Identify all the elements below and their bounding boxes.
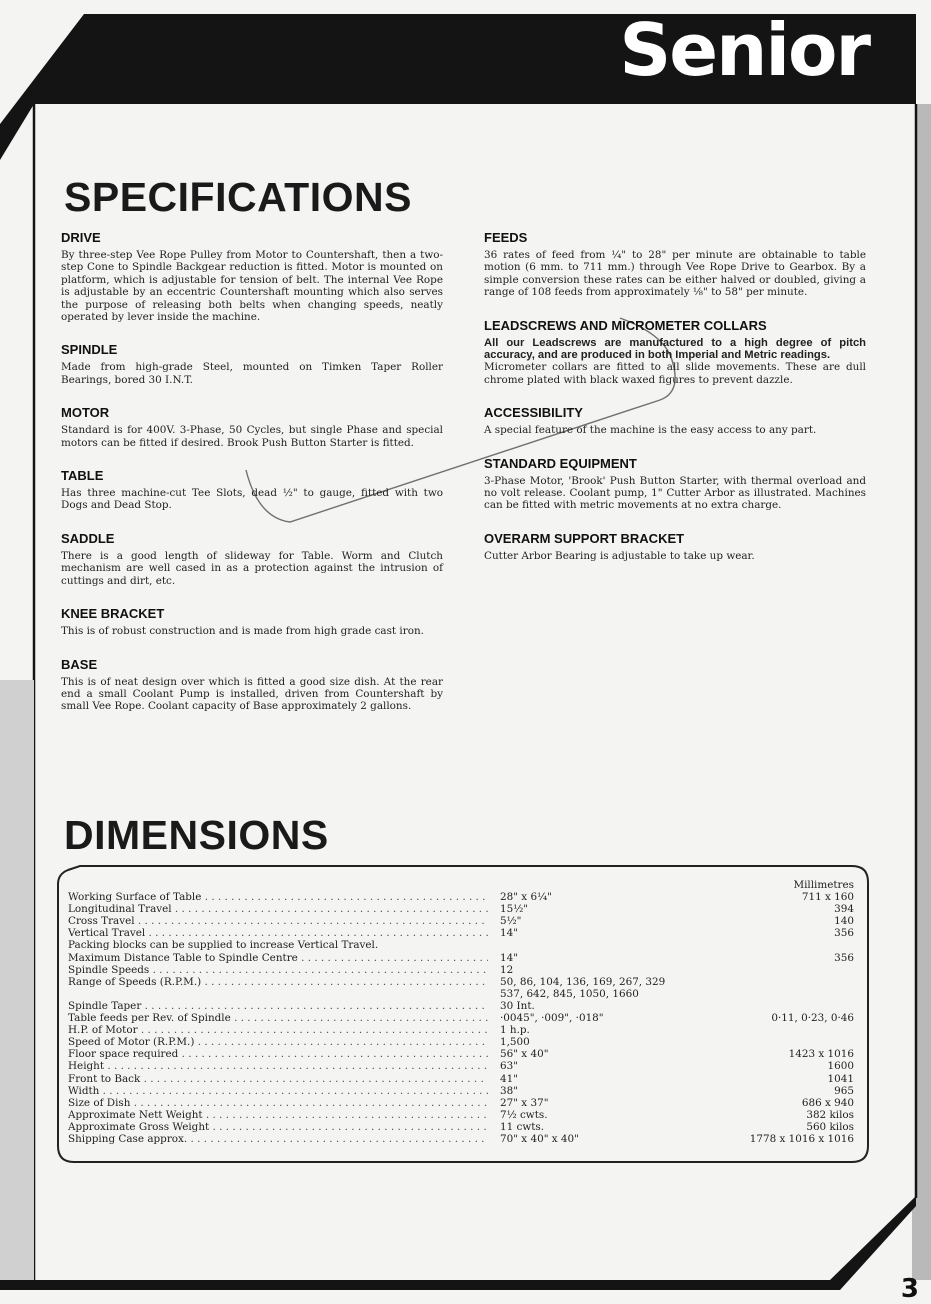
spec-body: Micrometer collars are fitted to all slide movements. These are dull chrome plated with black waxed figures to prevent dazzle. bbox=[484, 361, 866, 386]
dimension-metric: 356 bbox=[834, 927, 854, 940]
spec-title: LEADSCREWS AND MICROMETER COLLARS bbox=[484, 317, 767, 333]
spec-body: There is a good length of slideway for Table. Worm and Clutch mechanism are well cased in as a protection against the intrusion of cuttings and dirt, etc. bbox=[61, 549, 443, 587]
spec-body: Standard is for 400V. 3-Phase, 50 Cycles, but single Phase and special motors can be fitted if desired. Brook Push Button Starter is fitted. bbox=[61, 424, 443, 449]
spec-leadscrews bbox=[484, 318, 866, 387]
dimension-label: Cross Travel . . . bbox=[68, 915, 488, 927]
dimension-row bbox=[68, 939, 854, 951]
dimension-imperial: 63" bbox=[500, 1060, 519, 1073]
dimension-label: Width . . . bbox=[68, 1085, 488, 1097]
spec-spindle bbox=[61, 342, 443, 386]
dimensions-heading: DIMENSIONS bbox=[64, 812, 329, 858]
spec-title: BASE bbox=[61, 656, 98, 672]
dimension-row bbox=[68, 1109, 854, 1121]
dimension-imperial: 70" x 40" x 40" bbox=[500, 1132, 579, 1145]
specifications-right-column bbox=[484, 230, 866, 581]
spec-feeds bbox=[484, 230, 866, 299]
dimension-imperial: 1,500 bbox=[500, 1036, 530, 1049]
spec-standard-equipment bbox=[484, 456, 866, 512]
spec-title: SPINDLE bbox=[61, 342, 118, 358]
dimension-label: Front to Back . . . bbox=[68, 1073, 488, 1085]
spec-knee-bracket bbox=[61, 606, 443, 637]
dimension-imperial: 5½" bbox=[500, 915, 522, 928]
dimension-row bbox=[68, 903, 854, 915]
spec-title: STANDARD EQUIPMENT bbox=[484, 455, 637, 471]
spec-body-bold: All our Leadscrews are manufactured to a high degree of pitch accuracy, and are produced in both Imperial and Metric readings. bbox=[484, 336, 866, 362]
dimension-imperial: 27" x 37" bbox=[500, 1096, 549, 1109]
dimension-label: H.P. of Motor . . . bbox=[68, 1024, 488, 1036]
spec-table bbox=[61, 468, 443, 512]
specifications-left-column bbox=[61, 230, 443, 732]
spec-title: SADDLE bbox=[61, 530, 115, 546]
spec-body: By three-step Vee Rope Pulley from Motor to Countershaft, then a two-step Cone to Spindle Backgear reduction is fitted. Motor is mounted on platform, which is adjustable for tension of belt. The internal Vee Rope is adjustable by an eccentric Countershaft mounting which also serves the purpose of releasing both belts when changing speeds, neatly operated by lever inside the machine. bbox=[61, 249, 443, 324]
dimension-imperial: 1 h.p. bbox=[500, 1024, 530, 1037]
dimension-label: Packing blocks can be supplied to increase Vertical Travel. bbox=[68, 939, 379, 952]
dimension-imperial: ·0045", ·009", ·018" bbox=[500, 1012, 604, 1025]
dimension-row bbox=[68, 915, 854, 927]
spec-base bbox=[61, 657, 443, 713]
dimension-metric: 0·11, 0·23, 0·46 bbox=[771, 1012, 854, 1025]
dimension-imperial: 15½" bbox=[500, 903, 529, 916]
dimension-row bbox=[68, 891, 854, 903]
dimension-imperial: 14" bbox=[500, 927, 519, 940]
dimension-row bbox=[68, 952, 854, 964]
dimension-imperial: 11 cwts. bbox=[500, 1120, 545, 1133]
dimension-imperial: 537, 642, 845, 1050, 1660 bbox=[500, 987, 639, 1000]
dimension-metric: 140 bbox=[834, 915, 854, 928]
dimension-label: Spindle Speeds . . . bbox=[68, 964, 488, 976]
dimension-row bbox=[68, 927, 854, 939]
spec-body: This is of robust construction and is made from high grade cast iron. bbox=[61, 625, 424, 638]
brand-logo: Senior bbox=[619, 8, 869, 92]
spec-title: OVERARM SUPPORT BRACKET bbox=[484, 530, 685, 546]
spec-body: 36 rates of feed from ¼" to 28" per minute are obtainable to table motion (6 mm. to 711 mm.) through Vee Rope Drive to Gearbox. By a simple conversion these rates can be either halved or doubled, giving a range of 108 feeds from approximately ⅛" to 58" per minute. bbox=[484, 249, 866, 299]
spec-body: Made from high-grade Steel, mounted on Timken Taper Roller Bearings, bored 30 I.N.T. bbox=[61, 361, 443, 386]
spec-accessibility bbox=[484, 405, 866, 436]
dimension-label: Range of Speeds (R.P.M.) . . . bbox=[68, 976, 488, 988]
dimension-label: Floor space required . . . bbox=[68, 1048, 488, 1060]
dimension-metric: 356 bbox=[834, 951, 854, 964]
dimension-label: Maximum Distance Table to Spindle Centre . . . bbox=[68, 952, 488, 964]
dimension-row bbox=[68, 1048, 854, 1060]
dimensions-table bbox=[68, 879, 854, 1145]
dimension-row bbox=[68, 1133, 854, 1145]
spec-body: Cutter Arbor Bearing is adjustable to take up wear. bbox=[484, 549, 755, 562]
dimension-row bbox=[68, 1000, 854, 1012]
dimension-metric: 1423 x 1016 bbox=[788, 1048, 854, 1061]
dimension-label: Working Surface of Table . . . bbox=[68, 891, 488, 903]
dimension-label: Size of Dish . . . bbox=[68, 1097, 488, 1109]
spec-title: FEEDS bbox=[484, 230, 528, 245]
dimension-row bbox=[68, 988, 854, 1000]
dimensions-header-row bbox=[68, 879, 854, 891]
bottom-band bbox=[0, 1196, 916, 1290]
dimension-row bbox=[68, 1024, 854, 1036]
dimension-metric: 965 bbox=[834, 1084, 854, 1097]
spec-title: ACCESSIBILITY bbox=[484, 405, 583, 421]
dimension-label: Approximate Nett Weight . . . bbox=[68, 1109, 488, 1121]
spec-overarm-support-bracket bbox=[484, 531, 866, 562]
dimension-metric: 382 kilos bbox=[806, 1108, 854, 1121]
metric-column-header: Millimetres bbox=[793, 879, 854, 891]
spec-title: TABLE bbox=[61, 468, 104, 484]
dimension-imperial: 38" bbox=[500, 1084, 519, 1097]
dimension-row bbox=[68, 1060, 854, 1072]
dimension-imperial: 7½ cwts. bbox=[500, 1108, 548, 1121]
dimension-row bbox=[68, 1085, 854, 1097]
dimension-row bbox=[68, 1036, 854, 1048]
spec-title: KNEE BRACKET bbox=[61, 606, 165, 622]
dimension-label: Spindle Taper . . . bbox=[68, 1000, 488, 1012]
dimension-metric: 1041 bbox=[827, 1072, 854, 1085]
dimension-label: Table feeds per Rev. of Spindle . . . bbox=[68, 1012, 488, 1024]
dimension-imperial: 56" x 40" bbox=[500, 1048, 549, 1061]
dimensions-rows bbox=[68, 891, 854, 1145]
spec-motor bbox=[61, 405, 443, 449]
spec-body: 3-Phase Motor, 'Brook' Push Button Starter, with thermal overload and no volt release. Coolant pump, 1" Cutter Arbor as illustrated. Machines can be fitted with metric movements at no extra charge. bbox=[484, 474, 866, 512]
page-number: 3 bbox=[900, 1274, 919, 1304]
specifications-heading: SPECIFICATIONS bbox=[64, 174, 412, 220]
dimension-metric: 394 bbox=[834, 903, 854, 916]
spec-title: DRIVE bbox=[61, 230, 101, 245]
left-edge-band bbox=[0, 680, 34, 1280]
spec-body: This is of neat design over which is fitted a good size dish. At the rear end a small Coolant Pump is installed, driven from Countershaft by small Vee Rope. Coolant capacity of Base approximately 2 gallons. bbox=[61, 675, 443, 713]
spec-saddle bbox=[61, 531, 443, 587]
dimension-metric: 686 x 940 bbox=[801, 1096, 854, 1109]
dimension-row bbox=[68, 1073, 854, 1085]
dimension-label: Approximate Gross Weight . . . bbox=[68, 1121, 488, 1133]
dimension-metric: 560 kilos bbox=[806, 1120, 854, 1133]
dimension-imperial: 12 bbox=[500, 963, 514, 976]
dimension-imperial: 14" bbox=[500, 951, 519, 964]
dimension-imperial: 50, 86, 104, 136, 169, 267, 329 bbox=[500, 975, 666, 988]
dimension-label: Vertical Travel . . . bbox=[68, 927, 488, 939]
dimension-row bbox=[68, 1121, 854, 1133]
dimension-metric: 711 x 160 bbox=[801, 891, 854, 904]
dimension-metric: 1600 bbox=[827, 1060, 854, 1073]
dimension-label: Height . . . bbox=[68, 1060, 488, 1072]
spec-title: MOTOR bbox=[61, 405, 110, 421]
dimension-imperial: 28" x 6¼" bbox=[500, 891, 552, 904]
dimension-label: Shipping Case approx. . . . bbox=[68, 1133, 488, 1145]
dimension-row bbox=[68, 964, 854, 976]
spec-drive bbox=[61, 230, 443, 323]
dimension-row bbox=[68, 976, 854, 988]
dimension-row bbox=[68, 1097, 854, 1109]
dimension-label: Longitudinal Travel . . . bbox=[68, 903, 488, 915]
spec-body: A special feature of the machine is the easy access to any part. bbox=[484, 424, 817, 437]
dimension-imperial: 30 Int. bbox=[500, 999, 535, 1012]
spec-body: Has three machine-cut Tee Slots, dead ½" to gauge, fitted with two Dogs and Dead Stop. bbox=[61, 487, 443, 512]
dimension-label: Speed of Motor (R.P.M.) . . . bbox=[68, 1036, 488, 1048]
dimension-row bbox=[68, 1012, 854, 1024]
dimension-imperial: 41" bbox=[500, 1072, 519, 1085]
dimension-metric: 1778 x 1016 x 1016 bbox=[749, 1132, 854, 1145]
